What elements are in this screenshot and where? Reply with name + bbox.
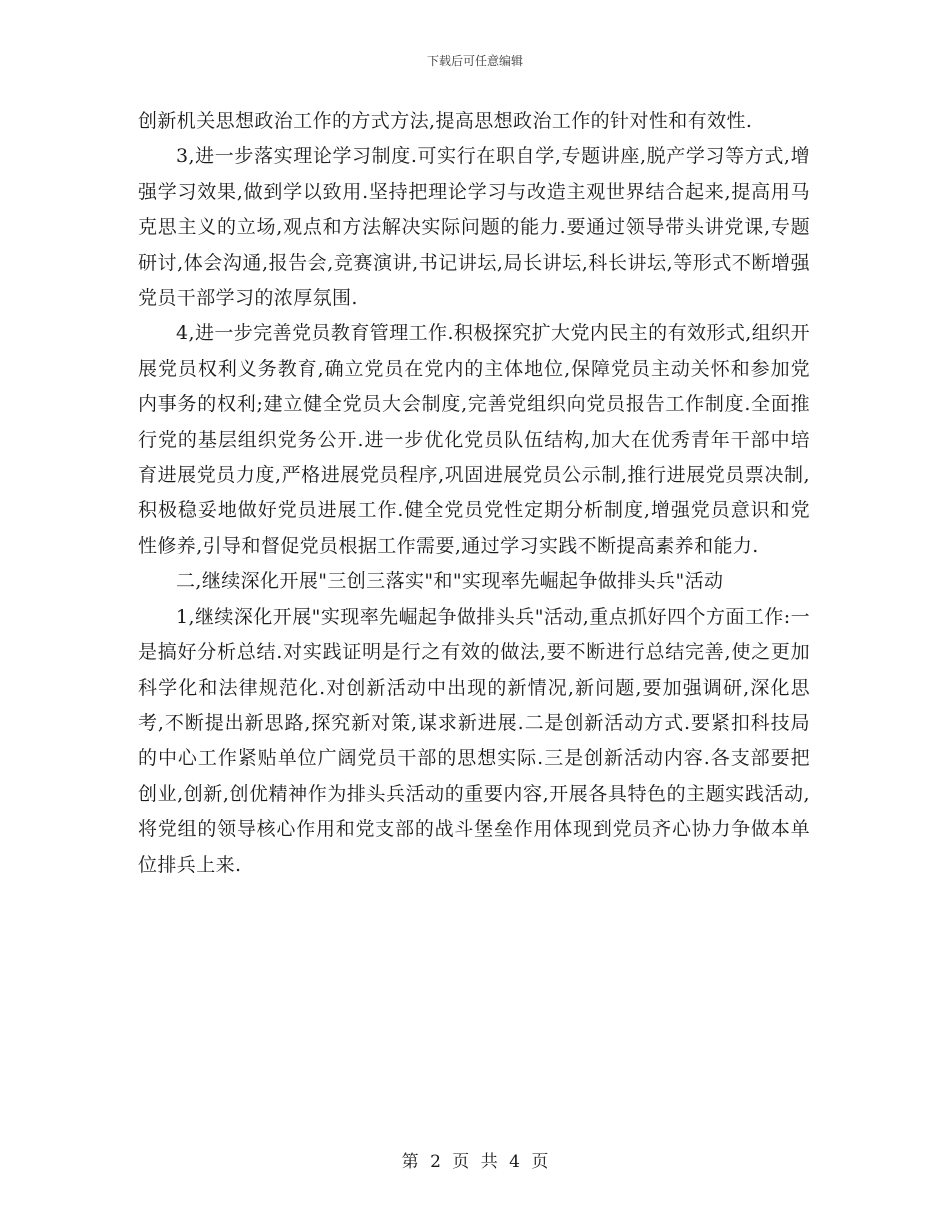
page-header: 下载后可任意编辑	[426, 54, 523, 68]
paragraph-item-3: 3,进一步落实理论学习制度.可实行在职自学,专题讲座,脱产学习等方式,增强学习效果,做到学以致用.坚持把理论学习与改造主观世界结合起来,提高用马克思主义的立场,观点和方法解决实际问题的能力.要通过领导带头讲党课,专题研讨,体会沟通,报告会,竞赛演讲,书记讲坛,局长讲坛,科长讲坛,等形式不断增强党员干部学习的浓厚氛围.	[138, 145, 810, 310]
paragraph-item-4: 4,进一步完善党员教育管理工作.积极探究扩大党内民主的有效形式,组织开展党员权利义务教育,确立党员在党内的主体地位,保障党员主动关怀和参加党内事务的权利;建立健全党员大会制度,完善党组织向党员报告工作制度.全面推行党的基层组织党务公开.进一步优化党员队伍结构,加大在优秀青年干部中培育进展党员力度,严格进展党员程序,巩固进展党员公示制,推行进展党员票决制,积极稳妥地做好党员进展工作.健全党员党性定期分析制度,增强党员意识和党性修养,引导和督促党员根据工作需要,通过学习实践不断提高素养和能力.	[138, 322, 810, 557]
paragraph-item-1: 1,继续深化开展"实现率先崛起争做排头兵"活动,重点抓好四个方面工作:一是搞好分析总结.对实践证明是行之有效的做法,要不断进行总结完善,使之更加科学化和法律规范化.对创新活动中出现的新情况,新问题,要加强调研,深化思考,不断提出新思路,探究新对策,谋求新进展.二是创新活动方式.要紧扣科技局的中心工作紧贴单位广阔党员干部的思想实际.三是创新活动内容.各支部要把创业,创新,创优精神作为排头兵活动的重要内容,开展各具特色的主题实践活动,将党组的领导核心作用和党支部的战斗堡垒作用体现到党员齐心协力争做本单位排兵上来.	[138, 605, 810, 876]
paragraph-continuation: 创新机关思想政治工作的方式方法,提高思想政治工作的针对性和有效性.	[138, 110, 753, 132]
page-number-footer: 第 2 页 共 4 页	[401, 1152, 549, 1172]
section-heading-2: 二,继续深化开展"三创三落实"和"实现率先崛起争做排头兵"活动	[176, 570, 724, 593]
document-body	[138, 104, 810, 883]
